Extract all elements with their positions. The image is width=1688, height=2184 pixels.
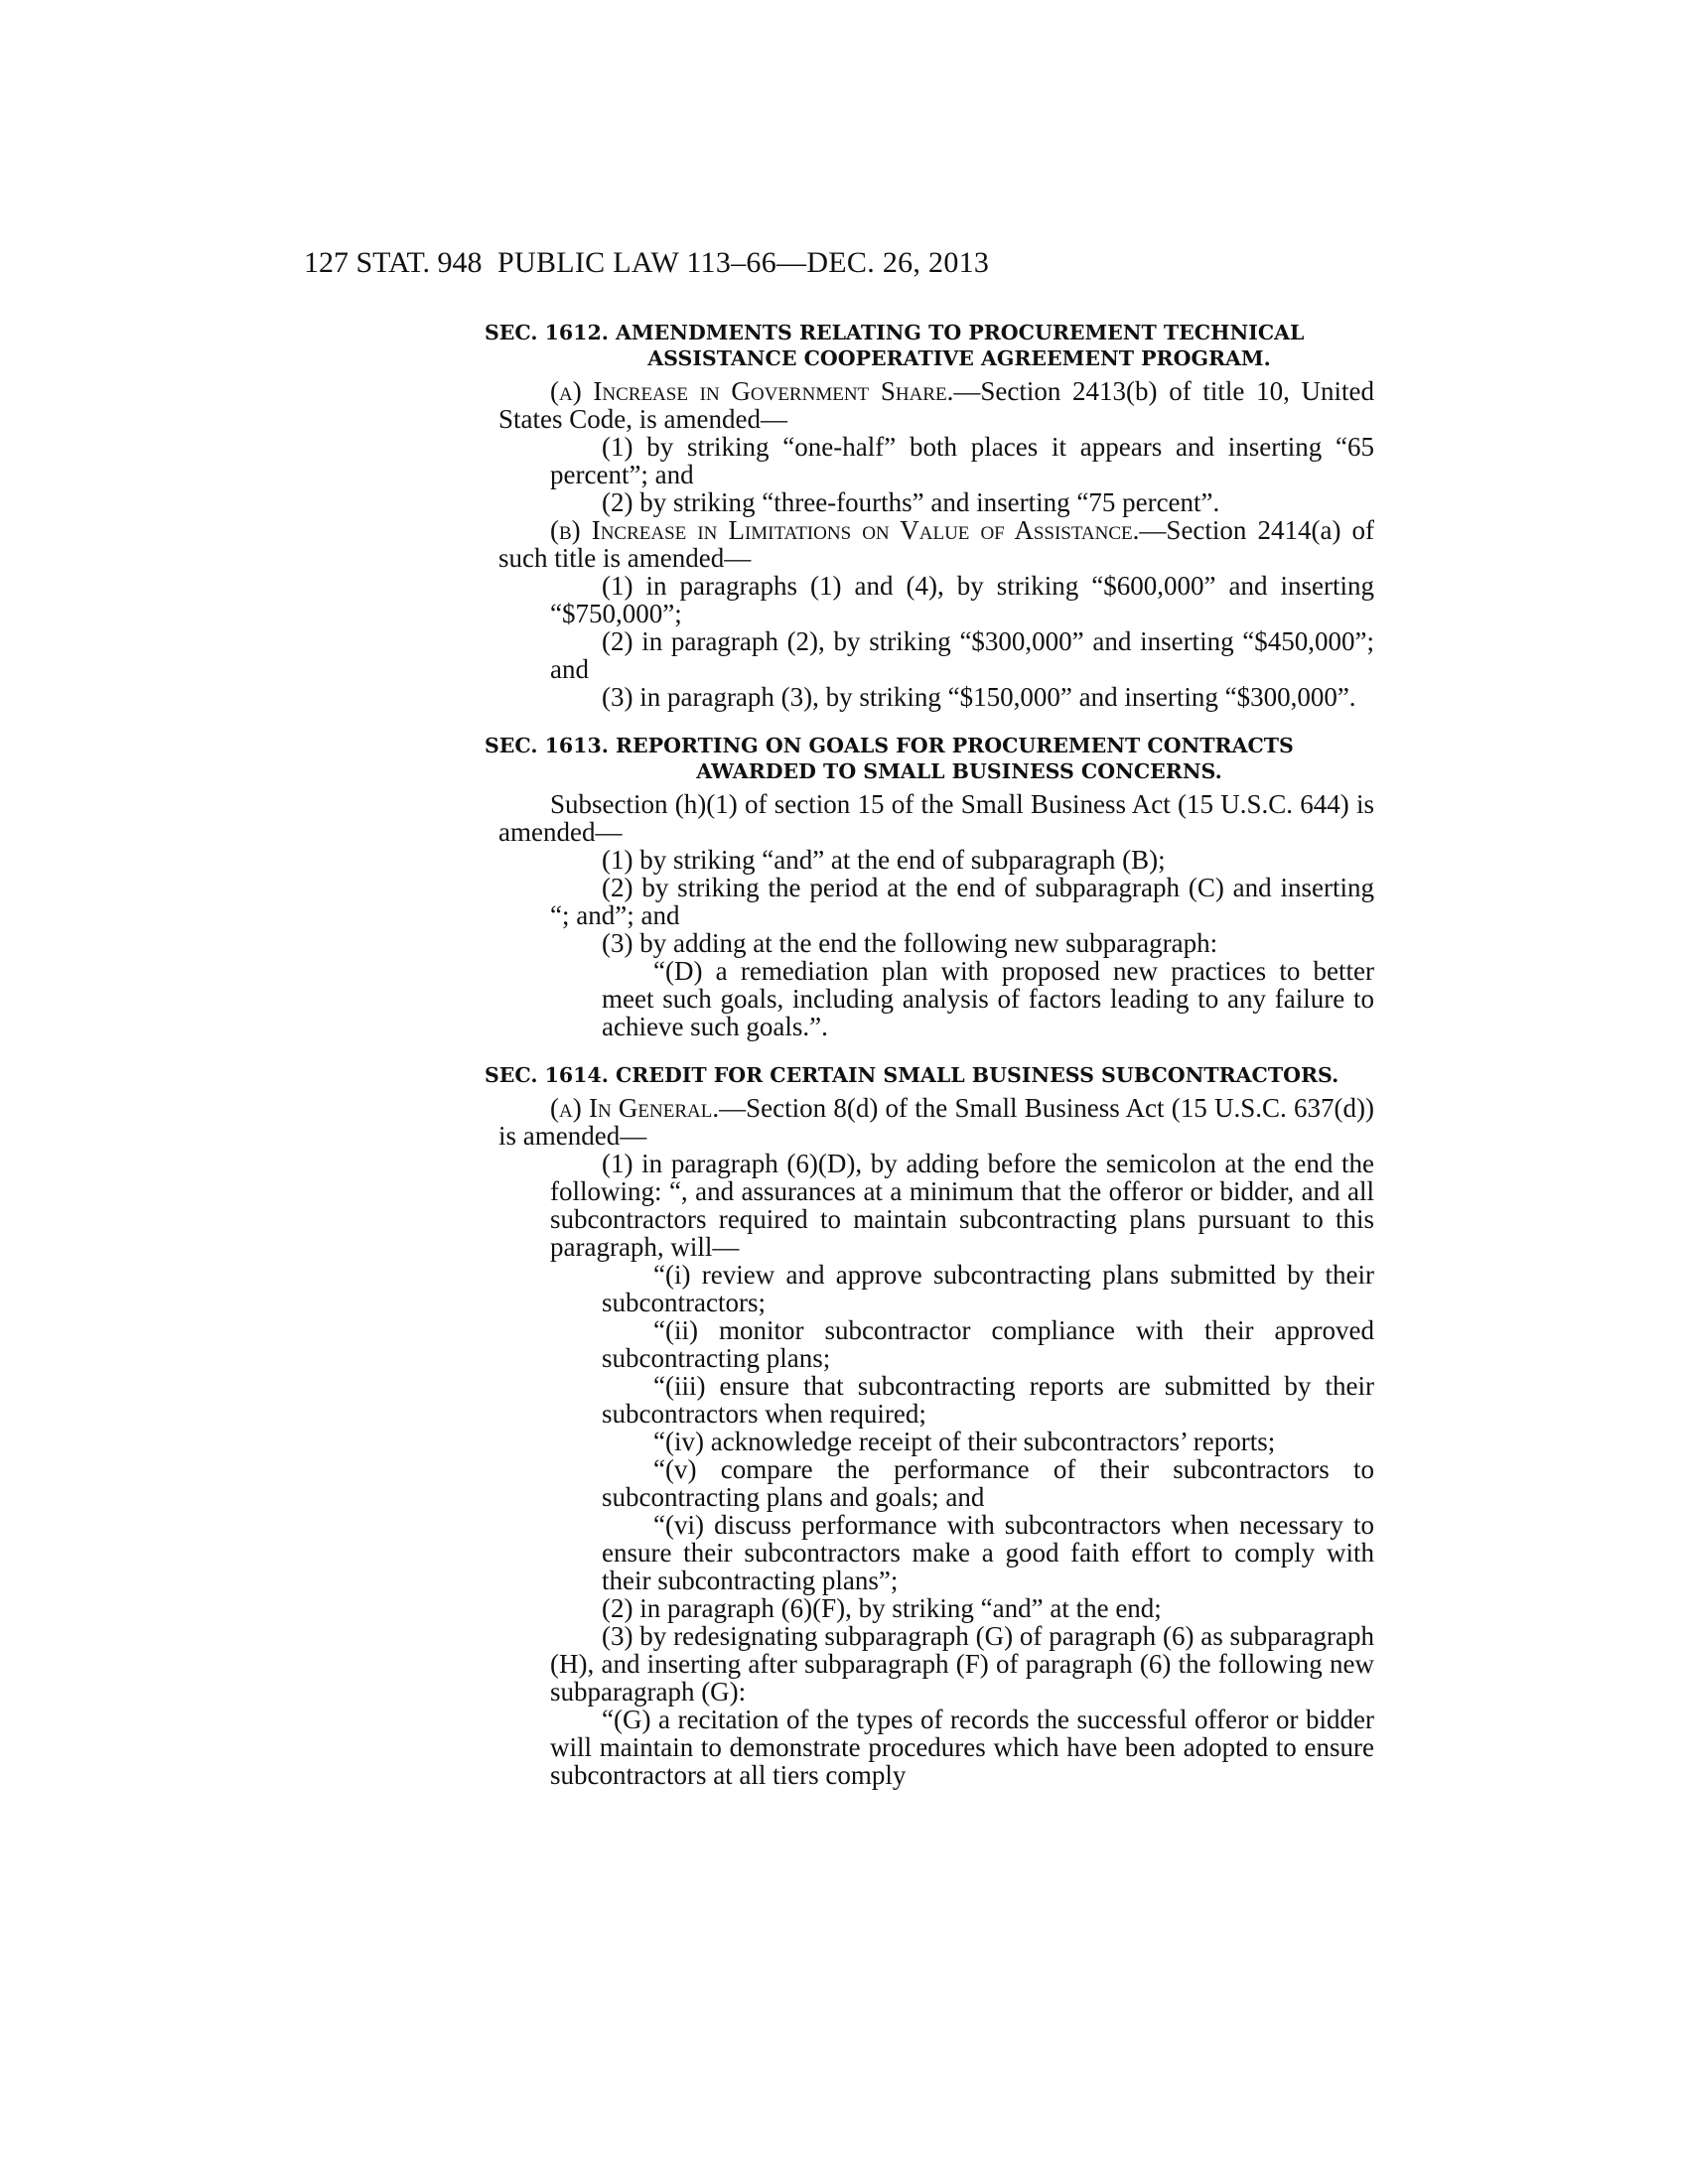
section-heading-1613	[485, 733, 1374, 784]
subsection-text: —Section 2414(a) of such title is amended—	[498, 515, 1375, 573]
page-header	[304, 246, 1366, 296]
list-item: “(iv) acknowledge receipt of their subcontractors’ reports;	[653, 1427, 1276, 1456]
section-heading-line: AWARDED TO SMALL BUSINESS CONCERNS.	[696, 759, 1222, 783]
list-item: “(i) review and approve subcontracting plans submitted by their subcontractors;	[602, 1260, 1374, 1317]
list-item: (1) in paragraphs (1) and (4), by striking “$600,000” and inserting “$750,000”;	[550, 571, 1374, 628]
list-item: “(iii) ensure that subcontracting reports are submitted by their subcontractors when required;	[602, 1371, 1374, 1429]
subsection-title: (b) Increase in Limitations on Value of Assistance.	[550, 515, 1140, 545]
public-law-title: PUBLIC LAW 113–66—DEC. 26, 2013	[497, 246, 990, 279]
paragraph-intro: Subsection (h)(1) of section 15 of the Small Business Act (15 U.S.C. 644) is amended—	[498, 789, 1374, 847]
list-item: “(G) a recitation of the types of records the successful offeror or bidder will maintain to demonstrate procedures which have been adopted to ensure subcontractors at all tiers comply	[550, 1705, 1374, 1790]
list-item: “(D) a remediation plan with proposed new practices to better meet such goals, including analysis of factors leading to any failure to achieve such goals.”.	[602, 956, 1374, 1041]
list-item: (2) by striking “three-fourths” and inserting “75 percent”.	[602, 487, 1220, 517]
list-item: (1) by striking “one-half” both places it appears and inserting “65 percent”; and	[550, 432, 1374, 489]
paragraph-a	[498, 1094, 1374, 1150]
paragraph-a	[498, 377, 1374, 433]
paragraph-b	[498, 516, 1374, 572]
document-body	[485, 320, 1375, 1790]
subsection-text: —Section 2413(b) of title 10, United States Code, is amended—	[498, 376, 1374, 434]
list-item: (2) in paragraph (6)(F), by striking “and” at the end;	[602, 1593, 1162, 1623]
subsection-title: (a) In General.	[550, 1093, 720, 1123]
section-heading-1614	[485, 1062, 1374, 1088]
section-heading-line: SEC. 1613. REPORTING ON GOALS FOR PROCUREMENT CONTRACTS	[485, 734, 1294, 757]
list-item: (3) by redesignating subparagraph (G) of paragraph (6) as subparagraph (H), and inserting after subparagraph (F) of paragraph (6) the following new subparagraph (G):	[550, 1621, 1374, 1706]
subsection-title: (a) Increase in Government Share.	[550, 376, 954, 406]
list-item: (3) by adding at the end the following new subparagraph:	[602, 928, 1218, 958]
list-item: “(vi) discuss performance with subcontractors when necessary to ensure their subcontractors make a good faith effort to comply with their subcontracting plans”;	[602, 1510, 1374, 1595]
statute-page-number: 127 STAT. 948	[304, 246, 483, 279]
list-item: (1) by striking “and” at the end of subparagraph (B);	[602, 845, 1166, 875]
list-item: “(ii) monitor subcontractor compliance with their approved subcontracting plans;	[602, 1315, 1374, 1373]
section-heading-line: SEC. 1614. CREDIT FOR CERTAIN SMALL BUSINESS SUBCONTRACTORS.	[485, 1063, 1339, 1087]
list-item: (3) in paragraph (3), by striking “$150,000” and inserting “$300,000”.	[602, 682, 1356, 712]
section-heading-line: SEC. 1612. AMENDMENTS RELATING TO PROCUREMENT TECHNICAL	[485, 321, 1305, 344]
list-item: (2) by striking the period at the end of subparagraph (C) and inserting “; and”; and	[550, 873, 1374, 930]
section-heading-1612	[485, 320, 1374, 371]
list-item: (2) in paragraph (2), by striking “$300,000” and inserting “$450,000”; and	[550, 626, 1374, 684]
list-item: (1) in paragraph (6)(D), by adding before the semicolon at the end the following: “, and assurances at a minimum that the offeror or bidder, and all subcontractors required to maintain subcontracting plans pursuant to this paragraph, will—	[550, 1149, 1374, 1262]
subsection-text: —Section 8(d) of the Small Business Act (15 U.S.C. 637(d)) is amended—	[498, 1093, 1374, 1151]
section-heading-line: ASSISTANCE COOPERATIVE AGREEMENT PROGRAM.	[647, 346, 1271, 370]
list-item: “(v) compare the performance of their subcontractors to subcontracting plans and goals; and	[602, 1454, 1374, 1512]
